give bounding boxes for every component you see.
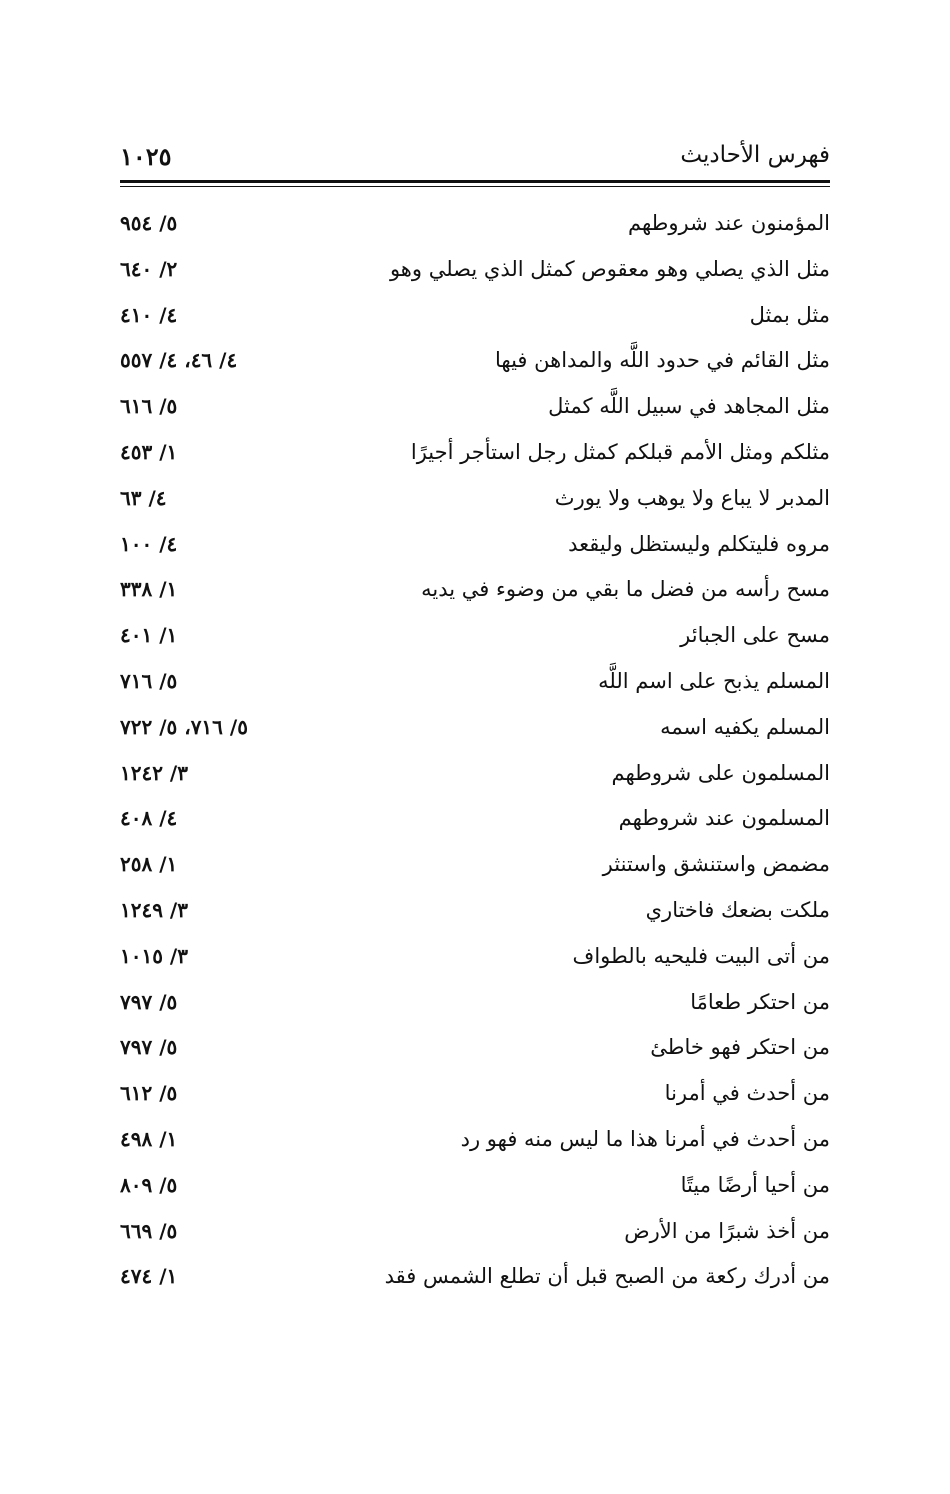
list-item — [120, 615, 830, 661]
list-item — [120, 661, 830, 707]
list-item — [120, 1211, 830, 1257]
list-item — [120, 203, 830, 249]
entry-text: من أدرك ركعة من الصبح قبل أن تطلع الشمس فقد — [384, 1264, 830, 1289]
entry-reference: ١/ ٤٩٨ — [120, 1126, 178, 1151]
list-item — [120, 936, 830, 982]
entry-reference: ٢/ ٦٤٠ — [120, 256, 178, 281]
list-item — [120, 478, 830, 524]
entry-text: من احتكر فهو خاطئ — [650, 1035, 830, 1060]
entry-reference: ٥/ ٦١٢ — [120, 1081, 178, 1106]
list-item — [120, 432, 830, 478]
entry-text: المدبر لا يباع ولا يوهب ولا يورث — [554, 485, 830, 510]
entry-reference: ٤/ ٦٣ — [120, 485, 167, 510]
list-item — [120, 1073, 830, 1119]
page-number: ١٠٢٥ — [120, 142, 172, 171]
entry-reference: ٤/ ٤٠٨ — [120, 806, 178, 831]
list-item — [120, 1027, 830, 1073]
entry-text: من أحدث في أمرنا هذا ما ليس منه فهو رد — [460, 1126, 830, 1151]
page-header — [120, 138, 830, 182]
header-rule-thick — [120, 180, 830, 183]
entry-reference: ٥/ ٧١٦ — [120, 668, 178, 693]
entry-text: مضمض واستنشق واستنثر — [602, 852, 830, 877]
entry-reference: ٥/ ٧٩٧ — [120, 1035, 178, 1060]
list-item — [120, 1119, 830, 1165]
list-item — [120, 707, 830, 753]
entry-reference: ٣/ ١٢٤٢ — [120, 760, 188, 785]
entry-text: من أحدث في أمرنا — [664, 1081, 830, 1106]
entry-text: مثل القائم في حدود اللَّه والمداهن فيها — [495, 348, 830, 373]
entry-text: من أتى البيت فليحيه بالطواف — [572, 943, 830, 968]
entry-text: مسح على الجبائر — [680, 623, 830, 648]
entry-reference: ٣/ ١٠١٥ — [120, 943, 188, 968]
entry-text: المسلم يكفيه اسمه — [660, 714, 830, 739]
entry-reference: ٤/ ١٠٠ — [120, 531, 178, 556]
entry-text: مثل الذي يصلي وهو معقوص كمثل الذي يصلي وهو — [389, 256, 830, 281]
list-item — [120, 249, 830, 295]
entry-text: المؤمنون عند شروطهم — [627, 211, 830, 235]
entry-reference: ١/ ٣٣٨ — [120, 577, 178, 602]
entry-reference: ٥/ ٧٩٧ — [120, 989, 178, 1014]
list-item — [120, 386, 830, 432]
entry-text: من أحيا أرضًا ميتًا — [680, 1172, 830, 1197]
list-item — [120, 890, 830, 936]
entry-text: من احتكر طعامًا — [690, 989, 830, 1014]
entry-text: ملكت بضعك فاختاري — [645, 897, 830, 922]
hadith-index-list — [120, 203, 830, 1302]
entry-text: مروه فليتكلم وليستظل وليقعد — [568, 531, 830, 556]
entry-text: المسلم يذبح على اسم اللَّه — [598, 668, 830, 693]
entry-text: مثل المجاهد في سبيل اللَّه كمثل — [548, 394, 830, 419]
page-title: فهرس الأحاديث — [680, 142, 830, 168]
list-item — [120, 340, 830, 386]
list-item — [120, 295, 830, 341]
entry-text: المسلمون عند شروطهم — [618, 806, 830, 831]
entry-text: من أخذ شبرًا من الأرض — [624, 1218, 830, 1243]
list-item — [120, 798, 830, 844]
entry-reference: ١/ ٤٧٤ — [120, 1264, 178, 1289]
list-item — [120, 1256, 830, 1302]
entry-reference: ٥/ ٧١٦، ٥/ ٧٢٢ — [120, 714, 248, 739]
entry-reference: ١/ ٢٥٨ — [120, 852, 178, 877]
list-item — [120, 844, 830, 890]
entry-text: مسح رأسه من فضل ما بقي من وضوء في يديه — [421, 577, 830, 602]
list-item — [120, 1165, 830, 1211]
entry-reference: ٤/ ٤١٠ — [120, 302, 178, 327]
entry-text: المسلمون على شروطهم — [611, 760, 830, 785]
entry-reference: ٥/ ٩٥٤ — [120, 211, 178, 235]
list-item — [120, 753, 830, 799]
entry-reference: ٥/ ٦١٦ — [120, 394, 178, 419]
entry-reference: ١/ ٤٠١ — [120, 623, 178, 648]
entry-reference: ٥/ ٨٠٩ — [120, 1172, 178, 1197]
list-item — [120, 524, 830, 570]
entry-reference: ٥/ ٦٦٩ — [120, 1218, 178, 1243]
entry-text: مثلكم ومثل الأمم قبلكم كمثل رجل استأجر أجيرًا — [410, 439, 830, 464]
entry-text: مثل بمثل — [749, 302, 830, 327]
entry-reference: ٣/ ١٢٤٩ — [120, 897, 188, 922]
entry-reference: ٤/ ٤٦، ٤/ ٥٥٧ — [120, 348, 238, 373]
header-rule-thin — [120, 186, 830, 187]
entry-reference: ١/ ٤٥٣ — [120, 439, 178, 464]
list-item — [120, 569, 830, 615]
list-item — [120, 982, 830, 1028]
